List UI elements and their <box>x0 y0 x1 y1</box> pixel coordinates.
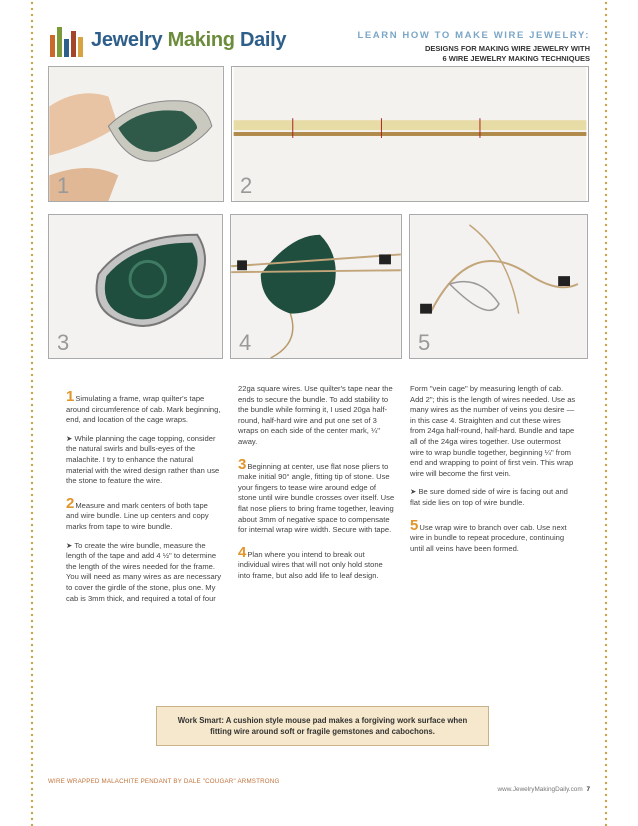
step-5-paragraph <box>410 516 576 555</box>
hand-holding-stone-photo-icon <box>49 67 223 201</box>
step-3-number: 3 <box>238 455 247 473</box>
text-column-3 <box>410 384 576 562</box>
step-2-paragraph <box>66 494 222 533</box>
text-column-1 <box>66 384 222 612</box>
photo-4 <box>230 214 402 359</box>
column-3-bullet: ➤ Be sure domed side of wire is facing out and flat side lies on top of wire bundle. <box>410 487 568 507</box>
photo-5 <box>409 214 588 359</box>
column-3-intro: Form "vein cage" by measuring length of cab. Add 2"; this is the length of wires needed. Use as many wires as the number of veins you desire — in this case 4. Straighten and cut these wires from 24ga half-round, half-hard. Bundle and tape all of the 24ga wires together. Use outermost wire to wrap bundle together, beginning ¼" from end and wrapping to point of first vein. This wrap wire will become the first vein. <box>410 384 576 478</box>
footer-url-page <box>498 786 590 793</box>
page-subtitle-line1: DESIGNS FOR MAKING WIRE JEWELRY WITH <box>424 44 590 53</box>
logo-bars-icon <box>50 23 85 57</box>
photo-5-number: 5 <box>418 330 431 355</box>
column-2-intro: 22ga square wires. Use quilter's tape near the ends to secure the bundle. To add stability to the bundle while forming it, I used 20ga half-round, half-hard wire and put one set of 3 wraps on each side of the center mark, ¼" away. <box>238 384 393 446</box>
header-titles <box>357 30 590 64</box>
logo-word-making: Making <box>167 28 235 51</box>
tip-line-1: Work Smart: A cushion style mouse pad makes a forgiving work surface when <box>177 716 468 725</box>
logo-word-jewelry: Jewelry <box>91 28 163 51</box>
site-logo[interactable] <box>50 22 286 58</box>
work-smart-tip-box <box>156 706 489 746</box>
photo-1-number: 1 <box>57 173 70 198</box>
step-1-paragraph <box>66 388 222 426</box>
step-4-number: 4 <box>238 543 247 561</box>
step-2-bullet: ➤ To create the wire bundle, measure the length of the tape and add 4 ½" to determine the length of the wires needed for the frame. You will need as many wires as are necessary to cover the girdle of the stone, plus one. My cab is 3mm thick, and required a total of four <box>66 540 222 603</box>
photo-3 <box>48 214 223 359</box>
page-title: LEARN HOW TO MAKE WIRE JEWELRY: <box>357 30 590 41</box>
logo-text <box>91 29 286 52</box>
step-1-number: 1 <box>66 388 75 405</box>
stone-with-wires-photo-icon <box>231 215 401 358</box>
photo-2 <box>231 66 589 202</box>
photo-4-number: 4 <box>239 330 252 355</box>
step-5-text: Use wrap wire to branch over cab. Use next wire in bundle to repeat procedure, continuing until all veins have been formed. <box>410 522 567 553</box>
page-number: 7 <box>586 786 590 793</box>
step-3-text: Beginning at center, use flat nose pliers to make initial 90° angle, fitting tip of stone. Use your fingers to tease wire around edge of stone until wire bundle crosses over itself. Use flat nose pliers to bring frame together, leaving about 3mm of negative space to compensate for internal wrap wire width. Secure with tape. <box>238 461 395 535</box>
logo-word-daily: Daily <box>239 28 287 51</box>
tip-line-2: fitting wire around soft or fragile gemstones and cabochons. <box>210 727 435 736</box>
right-dotted-border <box>604 0 608 826</box>
step-2-text: Measure and mark centers of both tape and wire bundle. Line up centers and copy marks from tape to wire bundle. <box>66 500 209 531</box>
step-1-bullet: ➤ While planning the cage topping, consider the natural swirls and bulls-eyes of the malachite. I try to enhance the natural material with the wired design rather than use the stone to feature the wire. <box>66 433 220 486</box>
step-1-text: Simulating a frame, wrap quilter's tape around circumference of cab. Mark beginning, end, and location of the cage wraps. <box>66 394 221 425</box>
photo-1 <box>48 66 224 202</box>
photo-3-number: 3 <box>57 330 70 355</box>
footer-url-link[interactable]: www.JewelryMakingDaily.com <box>497 786 583 793</box>
text-column-2 <box>238 384 396 590</box>
step-3-paragraph <box>238 455 396 536</box>
photo-credit: WIRE WRAPPED MALACHITE PENDANT BY DALE "COUGAR" ARMSTRONG <box>48 778 280 785</box>
step-5-number: 5 <box>410 516 419 534</box>
page-subtitle-line2: 6 WIRE JEWELRY MAKING TECHNIQUES <box>442 54 590 63</box>
photo-2-number: 2 <box>240 173 253 198</box>
step-4-paragraph <box>238 543 396 582</box>
framed-malachite-photo-icon <box>49 215 222 358</box>
tape-wire-bundle-photo-icon <box>232 67 588 201</box>
wire-cage-photo-icon <box>410 215 587 358</box>
left-dotted-border <box>30 0 34 826</box>
step-4-text: Plan where you intend to break out individual wires that will not only hold stone into frame, but also add life to leaf design. <box>238 549 383 580</box>
step-2-number: 2 <box>66 494 75 512</box>
